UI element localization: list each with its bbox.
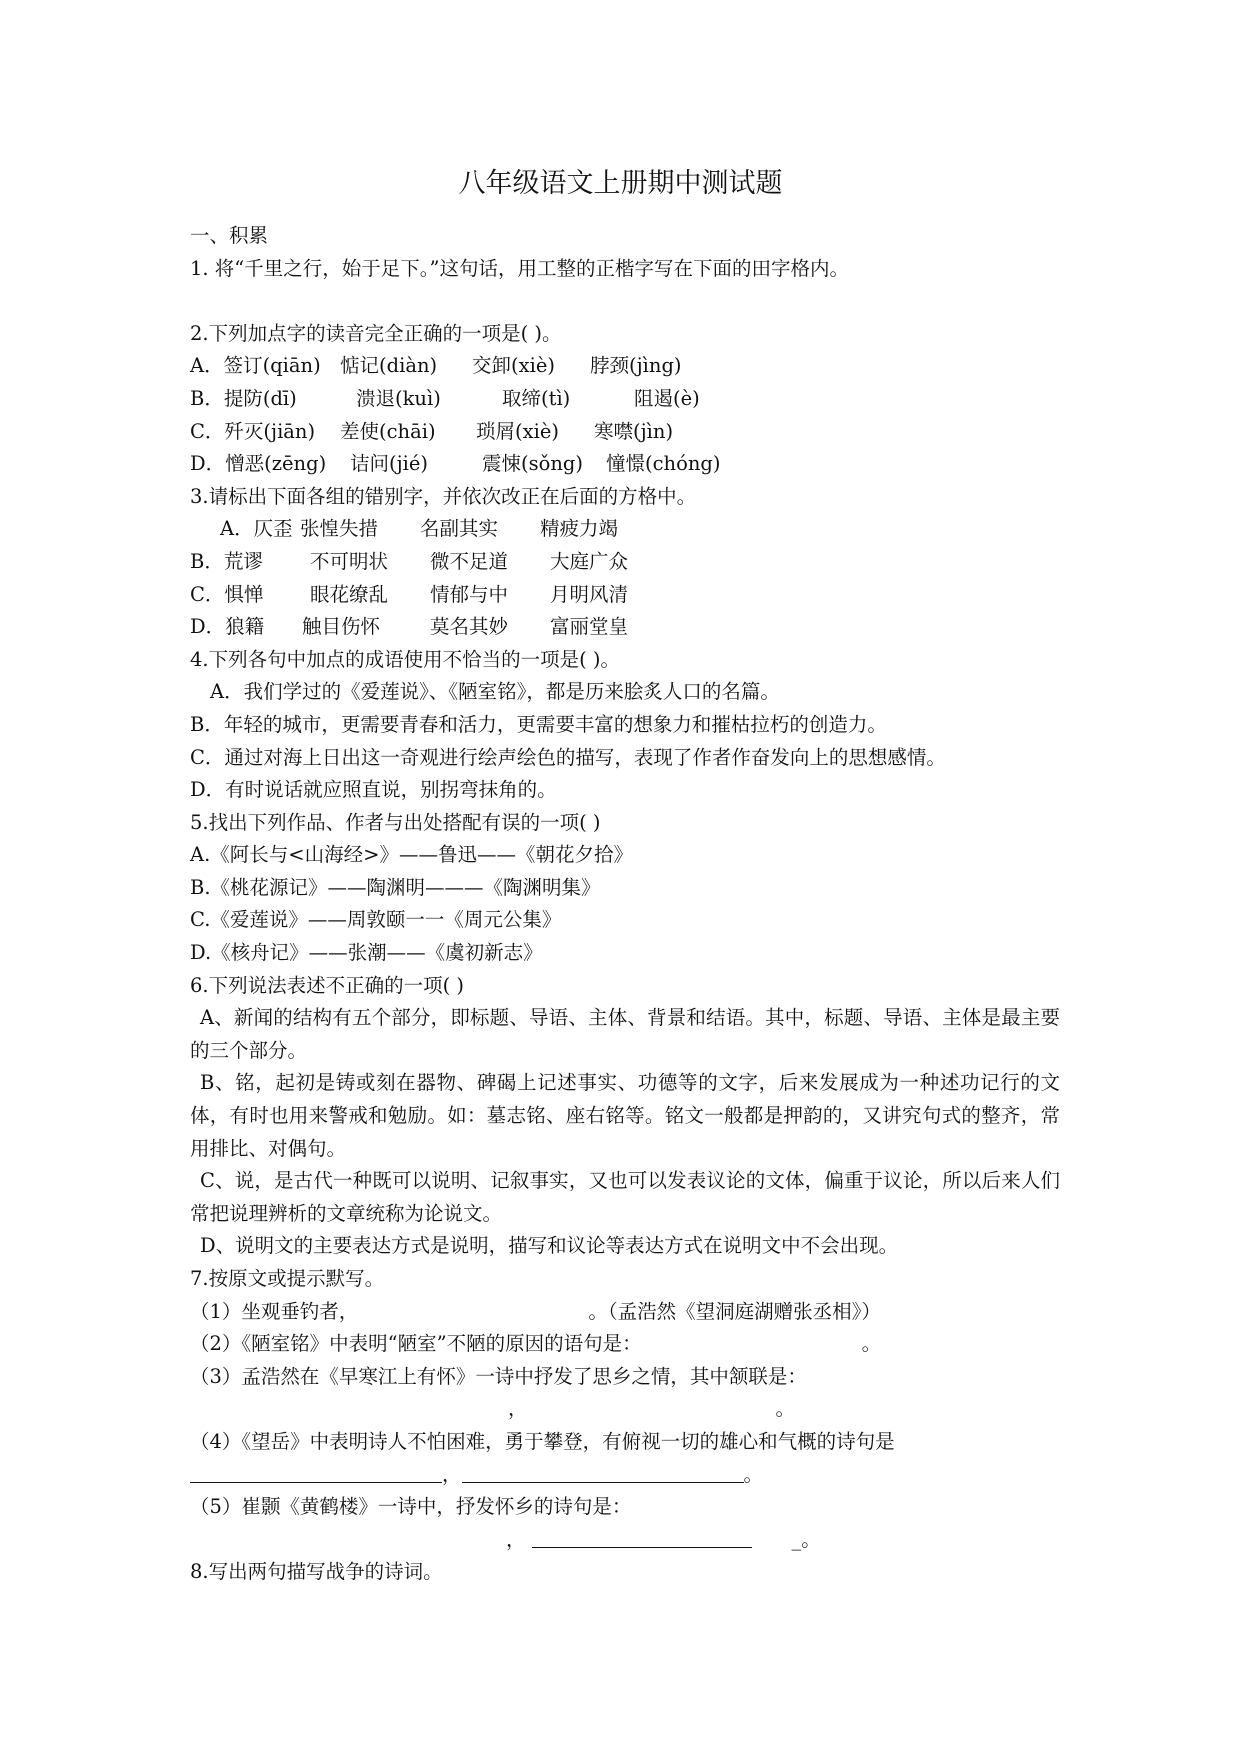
item-text: 。 (861, 1332, 882, 1356)
question-2-option-d (190, 448, 1060, 481)
question-3-option-c (190, 579, 1060, 612)
option-item: 莫名其妙 (430, 615, 509, 639)
option-item: 大庭广众 (550, 549, 629, 573)
question-8: 8.写出两句描写战争的诗词。 (190, 1560, 443, 1584)
question-3-option-d (190, 611, 1060, 644)
question-4-option-a: A．我们学过的《爱莲说》、《陋室铭》，都是历来脍炙人口的名篇。 (210, 680, 780, 704)
question-6-option-c: C、说，是古代一种既可以说明、记叙事实，又也可以发表议论的文体，偏重于议论，所以后来人们常把说理辨析的文章统称为论说文。 (190, 1169, 1060, 1225)
item-text: （1）坐观垂钓者， (190, 1299, 359, 1323)
option-item: 触目伤怀 (302, 615, 381, 639)
question-7-item-5-answer (190, 1524, 1060, 1557)
question-5-option-c: C.《爱莲说》——周敦颐一一《周元公集》 (190, 908, 562, 932)
option-item: D．狼籍 (190, 615, 265, 639)
section-heading: 一、积累 (190, 224, 269, 247)
option-item: 不可明状 (310, 549, 389, 573)
answer-underline[interactable] (532, 1525, 752, 1548)
question-5-option-b: B.《桃花源记》——陶渊明———《陶渊明集》 (190, 875, 601, 899)
option-item: 琐屑(xiè) (476, 419, 559, 443)
option-item: 富丽堂皇 (550, 615, 629, 639)
option-item: 憧憬(chóng) (606, 452, 721, 476)
question-7-item-3-answer (190, 1393, 1060, 1426)
option-item: B．荒谬 (190, 549, 263, 573)
separator: 。 (743, 1462, 764, 1486)
option-item: 微不足道 (430, 549, 509, 573)
option-item: A．仄歪 (220, 517, 293, 541)
item-text: 。（孟浩然《望洞庭湖赠张丞相》） (588, 1299, 881, 1323)
question-4-option-c: C．通过对海上日出这一奇观进行绘声绘色的描写，表现了作者作奋发向上的思想感情。 (190, 745, 946, 769)
option-item: 差使(chāi) (340, 419, 436, 443)
option-item: 月明风清 (550, 582, 629, 606)
option-item: 取缔(tì) (502, 386, 571, 410)
option-item: C．惧惮 (190, 582, 264, 606)
option-item: B．提防(dī) (190, 386, 297, 410)
question-3-option-a (190, 513, 1060, 546)
question-4-option-b: B．年轻的城市，更需要青春和活力，更需要丰富的想象力和摧枯拉朽的创造力。 (190, 712, 887, 736)
question-2-option-b (190, 383, 1060, 416)
question-7-stem: 7.按原文或提示默写。 (190, 1267, 385, 1290)
question-7-item-4: （4）《望岳》中表明诗人不怕困难，勇于攀登，有俯视一切的雄心和气概的诗句是 (190, 1429, 895, 1453)
answer-underline[interactable] (190, 1460, 442, 1483)
option-item: 脖颈(jìng) (590, 354, 682, 378)
question-2-stem: 2.下列加点字的读音完全正确的一项是( )。 (190, 321, 562, 345)
answer-underline[interactable] (462, 1460, 744, 1483)
separator: ， (506, 1527, 526, 1551)
option-item: 张惶失措 (300, 517, 379, 541)
question-7-item-4-answer (190, 1459, 1060, 1492)
option-item: 寒噤(jìn) (594, 419, 674, 443)
option-item: C．歼灭(jiān) (190, 419, 316, 443)
page-title: 八年级语文上册期中测试题 (458, 168, 783, 199)
question-5-stem: 5.找出下列作品、作者与出处搭配有误的一项( ) (190, 810, 601, 834)
option-item: 情郁与中 (430, 582, 509, 606)
question-2-option-a (190, 350, 1060, 383)
question-4-stem: 4.下列各句中加点的成语使用不恰当的一项是( )。 (190, 647, 621, 671)
option-item: 精疲力竭 (540, 517, 619, 541)
question-5-option-a: A.《阿长与<山海经>》——鲁迅——《朝花夕拾》 (190, 843, 633, 867)
item-text: （2）《陋室铭》中表明“陋室”不陋的原因的语句是： (190, 1332, 642, 1356)
question-1: 1. 将“千里之行，始于足下。”这句话，用工整的正楷字写在下面的田字格内。 (190, 256, 849, 280)
question-6-option-d: D、说明文的主要表达方式是说明，描写和议论等表达方式在说明文中不会出现。 (200, 1234, 899, 1258)
question-4-option-d: D．有时说话就应照直说，别拐弯抹角的。 (190, 778, 557, 802)
separator: ， (442, 1462, 462, 1486)
option-item: 惦记(diàn) (340, 354, 438, 378)
question-3-option-b (190, 546, 1060, 579)
question-7-item-2 (190, 1328, 1060, 1361)
option-item: 眼花缭乱 (310, 582, 389, 606)
option-item: 溃退(kuì) (356, 386, 441, 410)
question-2-option-c (190, 416, 1060, 449)
question-3-stem: 3.请标出下面各组的错别字，并依次改正在后面的方格中。 (190, 484, 697, 508)
option-item: 诘问(jié) (350, 452, 429, 476)
writing-grid-space (190, 285, 1060, 318)
separator: ， (508, 1397, 528, 1421)
separator: _。 (791, 1527, 821, 1551)
question-5-option-d: D.《核舟记》——张潮——《虞初新志》 (190, 941, 543, 965)
option-item: 震悚(sǒng) (482, 452, 584, 476)
question-6-option-b: B、铭，起初是铸或刻在器物、碑碣上记述事实、功德等的文字，后来发展成为一种述功记行的文体，有时也用来警戒和勉励。如：墓志铭、座右铭等。铭文一般都是押韵的，又讲究句式的整齐，常用排比、对偶句。 (190, 1071, 1060, 1160)
question-7-item-3: （3）孟浩然在《早寒江上有怀》一诗中抒发了思乡之情，其中颔联是： (190, 1364, 807, 1388)
question-7-item-5: （5）崔颢《黄鹤楼》一诗中，抒发怀乡的诗句是： (190, 1495, 632, 1519)
option-item: A．签订(qiān) (190, 354, 321, 378)
question-7-item-1 (190, 1296, 1060, 1329)
question-6-stem: 6.下列说法表述不正确的一项( ) (190, 973, 465, 997)
option-item: D．憎恶(zēng) (190, 452, 327, 476)
option-item: 交卸(xiè) (472, 354, 555, 378)
option-item: 阻遏(è) (634, 386, 700, 410)
option-item: 名副其实 (420, 517, 499, 541)
question-6-option-a: A、新闻的结构有五个部分，即标题、导语、主体、背景和结语。其中，标题、导语、主体是最主要的三个部分。 (190, 1006, 1060, 1062)
exam-content (190, 220, 1060, 1589)
separator: 。 (775, 1397, 796, 1421)
